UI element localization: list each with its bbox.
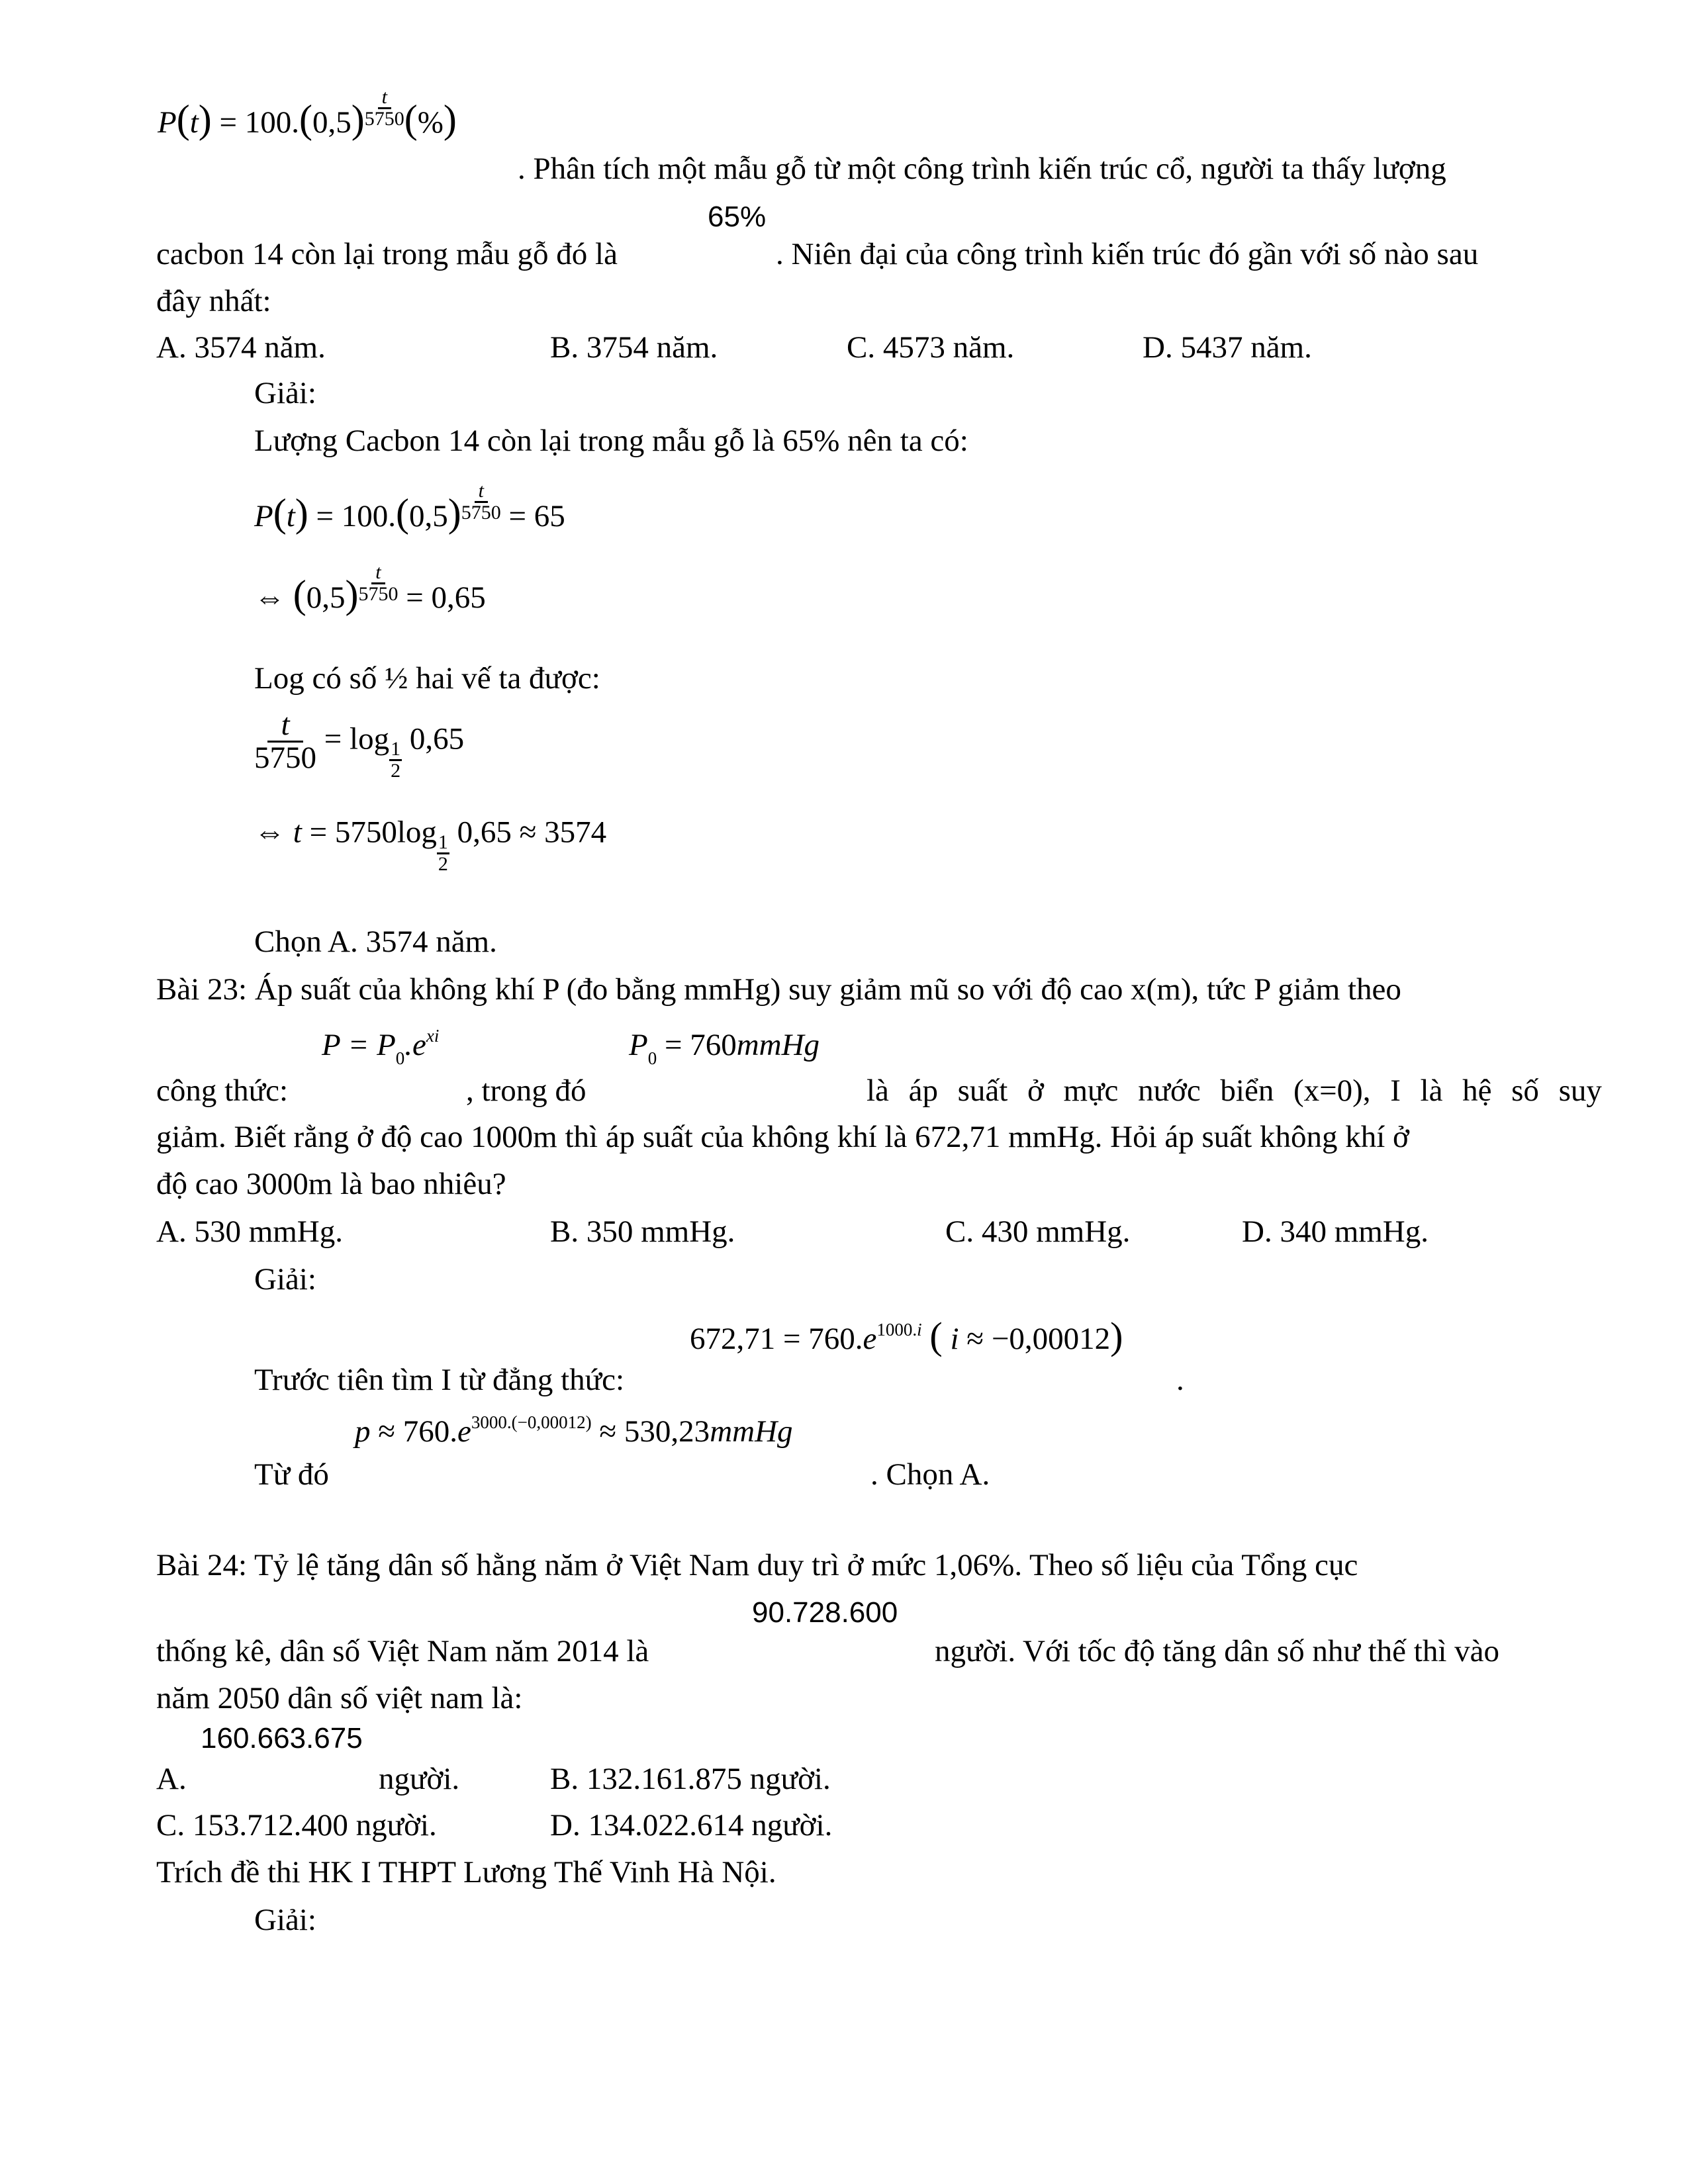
q22-option-c: C. 4573 năm.	[847, 330, 1015, 365]
formula-radioactive-decay: P(t) = 100.(0,5) $\frac{t}{5750}$ (%)	[158, 85, 457, 141]
q23-line2-a: công thức:	[156, 1073, 289, 1108]
q23-solution-line2-a: Từ đó	[254, 1457, 329, 1492]
q23-solution-line2-b: . Chọn A.	[870, 1457, 990, 1492]
q22-option-a: A. 3574 năm.	[156, 330, 326, 365]
q23-equation-pressure-result: $p \approx 760.e^{3000.(-0,00012)}$ ≈ 530,23mmHg	[355, 1412, 793, 1449]
q22-text-line2-a: cacbon 14 còn lại trong mẫu gỗ đó là	[156, 237, 618, 271]
q23-option-b: B. 350 mmHg.	[550, 1214, 735, 1249]
q23-line2-c: là áp suất ở mực nước biển (x=0), I là hệ số suy	[867, 1073, 1602, 1108]
q24-source: Trích đề thi HK I THPT Lương Thế Vinh Hà Nội.	[156, 1855, 776, 1889]
q23-formula-pressure: $P = P_0.e^{xi}$	[322, 1026, 440, 1068]
q24-population-2014: 90.728.600	[752, 1596, 898, 1629]
q22-text-line3: đây nhất:	[156, 284, 271, 318]
q23-line3: giảm. Biết rằng ở độ cao 1000m thì áp suất của không khí là 672,71 mmHg. Hỏi áp suất không khí ở	[156, 1120, 1409, 1154]
q24-option-c: C. 153.712.400 người.	[156, 1808, 437, 1843]
q23-equation-find-i: $672,71 = 760.e^{1000.i}$ ( i ≈ −0,00012)	[690, 1314, 1123, 1357]
q22-solution-line1: Lượng Cacbon 14 còn lại trong mẫu gỗ là 65% nên ta có:	[254, 424, 968, 458]
q22-answer: Chọn A. 3574 năm.	[254, 925, 497, 959]
q22-solution-label: Giải:	[254, 376, 316, 410]
q22-solution-line2: Log có số ½ hai vế ta được:	[254, 661, 600, 696]
q22-option-b: B. 3754 năm.	[550, 330, 718, 365]
q24-option-a-label: A.	[156, 1762, 187, 1796]
q22-equation-3: $\frac{t}{5750}$ = log $\frac{1}{2}$ 0,65	[254, 707, 465, 782]
q23-solution-line1: Trước tiên tìm I từ đẳng thức:	[254, 1363, 625, 1397]
q24-line2-a: thống kê, dân số Việt Nam năm 2014 là	[156, 1634, 649, 1668]
q23-option-a: A. 530 mmHg.	[156, 1214, 343, 1249]
q22-equation-4: ⇔ t = 5750log $\frac{1}{2}$ 0,65 ≈ 3574	[254, 815, 607, 875]
q23-solution-label: Giải:	[254, 1262, 316, 1297]
q24-solution-label: Giải:	[254, 1903, 316, 1937]
q22-value-65-percent: 65%	[708, 201, 767, 233]
q24-line2-b: người. Với tốc độ tăng dân số như thế thì vào	[935, 1634, 1499, 1668]
q24-line3: năm 2050 dân số việt nam là:	[156, 1681, 523, 1715]
q22-equation-2: ⇔ (0,5) $\frac{t}{5750}$ = 0,65	[254, 561, 486, 616]
q23-line1: Bài 23: Áp suất của không khí P (đo bằng mmHg) suy giảm mũ so với độ cao x(m), tức P giảm theo	[156, 972, 1401, 1007]
q23-solution-line1-end: .	[1176, 1363, 1184, 1397]
q24-option-d: D. 134.022.614 người.	[550, 1808, 833, 1843]
q23-option-c: C. 430 mmHg.	[945, 1214, 1131, 1249]
q23-line2-b: , trong đó	[466, 1073, 586, 1108]
q23-formula-sea-level-pressure: $P_0$ = 760mmHg	[629, 1028, 820, 1068]
q24-option-b: B. 132.161.875 người.	[550, 1762, 831, 1796]
q22-text-line2-b: . Niên đại của công trình kiến trúc đó gần với số nào sau	[776, 237, 1479, 271]
q22-equation-1: P(t) = 100.(0,5) $\frac{t}{5750}$ = 65	[254, 479, 565, 535]
q24-option-a-value: 160.663.675	[201, 1722, 363, 1754]
q23-line4: độ cao 3000m là bao nhiêu?	[156, 1167, 506, 1201]
q22-option-d: D. 5437 năm.	[1143, 330, 1312, 365]
q22-text-line1: . Phân tích một mẫu gỗ từ một công trình kiến trúc cổ, người ta thấy lượng	[518, 152, 1446, 186]
q24-option-a-unit: người.	[379, 1762, 460, 1796]
q24-line1: Bài 24: Tỷ lệ tăng dân số hằng năm ở Việt Nam duy trì ở mức 1,06%. Theo số liệu của Tổng cục	[156, 1548, 1358, 1582]
q23-option-d: D. 340 mmHg.	[1242, 1214, 1429, 1249]
